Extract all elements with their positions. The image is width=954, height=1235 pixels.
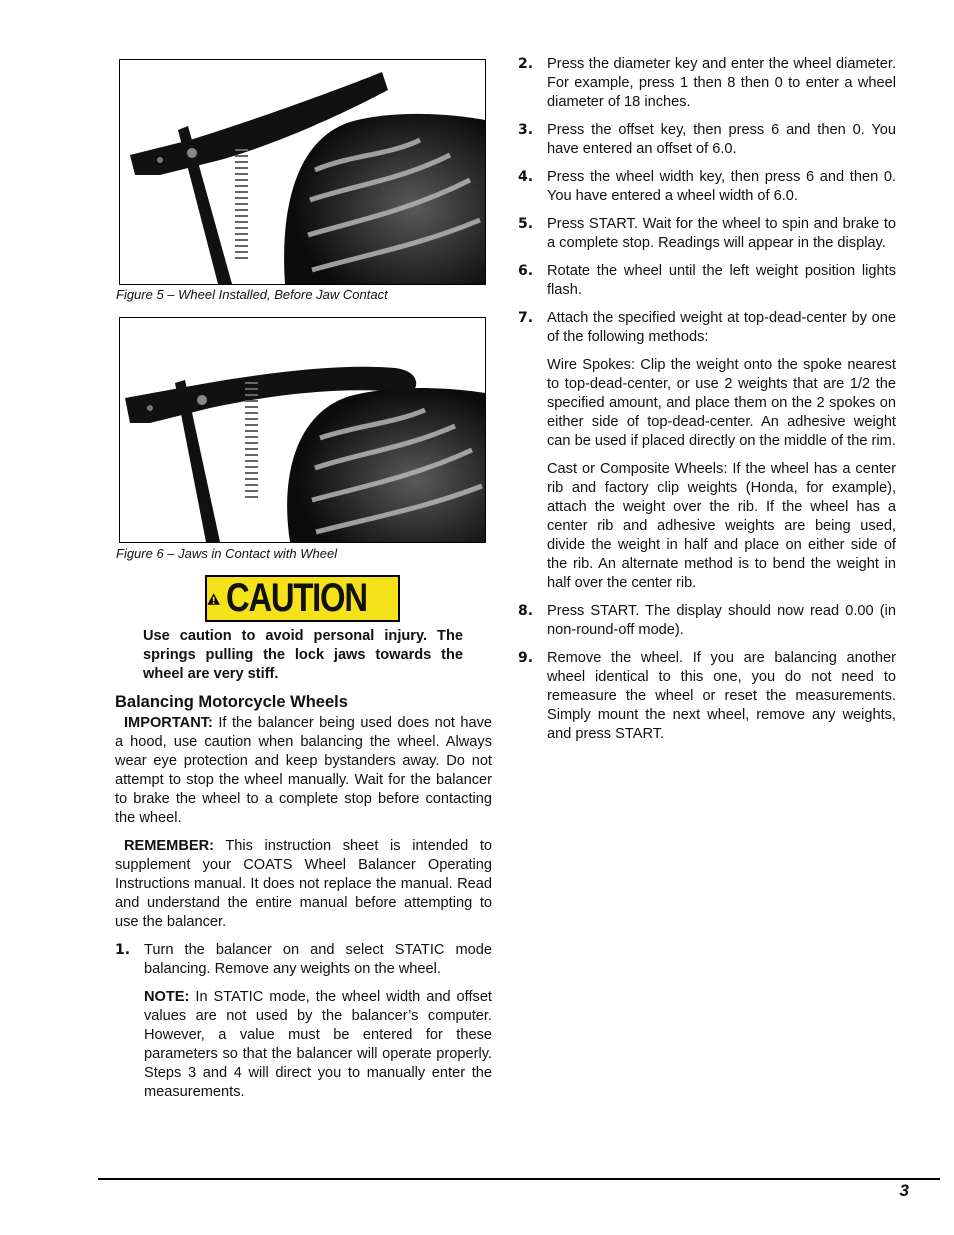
note-text: In STATIC mode, the wheel width and offset values are not used by the balancer’s computer. However, a value must be entered for these parameters so that the balancer will operate properly. Steps 3 and 4 will direct you to manually enter the measurements. xyxy=(144,989,492,1100)
figure-5-caption: Figure 5 – Wheel Installed, Before Jaw Contact xyxy=(116,287,388,302)
step-number: 3. xyxy=(518,122,534,138)
step-9 xyxy=(518,649,896,744)
important-paragraph xyxy=(115,714,492,828)
step-5 xyxy=(518,215,896,253)
step-number: 6. xyxy=(518,263,534,279)
remember-label: REMEMBER: xyxy=(124,838,214,854)
step-text: Remove the wheel. If you are balancing another wheel identical to this one, you do not need to remeasure the wheel or reset the measurements. Simply mount the next wheel, remove any weights, and press START. xyxy=(547,650,896,742)
step-text: Rotate the wheel until the left weight position lights flash. xyxy=(547,263,896,298)
step-text: Press the offset key, then press 6 and then 0. You have entered an offset of 6.0. xyxy=(547,122,896,157)
step-text: Attach the specified weight at top-dead-center by one of the following methods: xyxy=(547,310,896,345)
remember-paragraph xyxy=(115,837,492,932)
step-text: Press START. The display should now read 0.00 (in non-round-off mode). xyxy=(547,603,896,638)
page-number: 3 xyxy=(899,1181,909,1200)
section-heading: Balancing Motorcycle Wheels xyxy=(115,693,348,711)
step-text: Press START. Wait for the wheel to spin and brake to a complete stop. Readings will appear in the display. xyxy=(547,216,896,251)
footer-rule xyxy=(98,1178,940,1180)
note-label: NOTE: xyxy=(144,989,190,1005)
note-paragraph xyxy=(144,988,492,1102)
remember-text: This instruction sheet is intended to supplement your COATS Wheel Balancer Operating Instructions manual. It does not replace the manual. Read and understand the entire manual before attempting to use the balancer. xyxy=(115,838,492,930)
step-4 xyxy=(518,168,896,206)
step-number: 5. xyxy=(518,216,534,232)
step-1 xyxy=(115,941,492,979)
figure-5-image xyxy=(119,59,486,285)
step-text: Turn the balancer on and select STATIC mode balancing. Remove any weights on the wheel. xyxy=(144,942,492,977)
step-6 xyxy=(518,262,896,300)
step-number: 8. xyxy=(518,603,534,619)
caution-banner xyxy=(205,575,400,622)
step-number: 7. xyxy=(518,310,534,326)
step-text: Press the diameter key and enter the wheel diameter. For example, press 1 then 8 then 0 to enter a wheel diameter of 18 inches. xyxy=(547,56,896,110)
step-number: 1. xyxy=(115,942,131,958)
important-text: If the balancer being used does not have a hood, use caution when balancing the wheel. Always wear eye protection and keep bystanders away. Do not attempt to stop the wheel manually. Wait for the balancer to brake the wheel to a complete stop before contacting the wheel. xyxy=(115,715,492,826)
cast-wheels-paragraph: Cast or Composite Wheels: If the wheel has a center rib and factory clip weights (Honda, for example), attach the weight over the rib. If the wheel has a center rib and adhesive weights are being used, divide the weight in half and place on either side of the rib. An alternate method is to bend the weight in half over the center rib. xyxy=(547,461,896,591)
step-number: 2. xyxy=(518,56,534,72)
left-column-body xyxy=(115,714,492,1111)
important-label: IMPORTANT: xyxy=(124,715,213,731)
caution-text: Use caution to avoid personal injury. The springs pulling the lock jaws towards the wheel are very stiff. xyxy=(143,628,463,682)
warning-triangle-icon xyxy=(207,585,220,613)
step-number: 9. xyxy=(518,650,534,666)
figure-6-caption: Figure 6 – Jaws in Contact with Wheel xyxy=(116,546,338,561)
step-2 xyxy=(518,55,896,112)
step-7 xyxy=(518,309,896,347)
step-number: 4. xyxy=(518,169,534,185)
wire-spokes-paragraph: Wire Spokes: Clip the weight onto the spoke nearest to top-dead-center, or use 2 weights that are 1/2 the specified amount, and place them on the 2 spokes on either side of top-dead-center. An adhesive weight can be used if placed directly on the middle of the rim. xyxy=(547,357,896,449)
caution-label: CAUTION xyxy=(226,576,368,620)
figure-6-image xyxy=(119,317,486,543)
step-8 xyxy=(518,602,896,640)
step-3 xyxy=(518,121,896,159)
right-column-body xyxy=(518,55,896,753)
step-text: Press the wheel width key, then press 6 and then 0. You have entered a wheel width of 6.0. xyxy=(547,169,896,204)
